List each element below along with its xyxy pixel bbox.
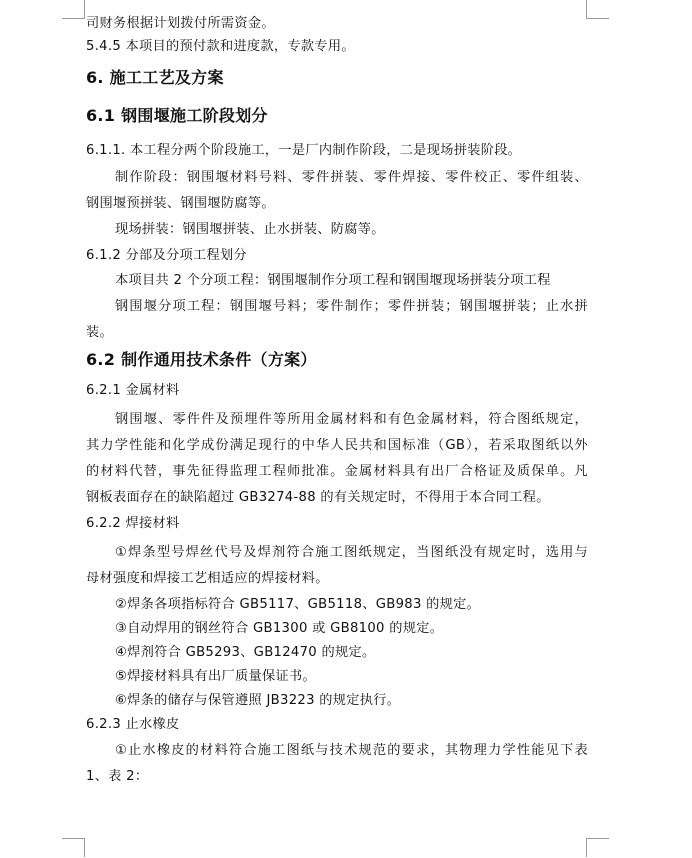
paragraph-line: 司财务根据计划拨付所需资金。 [86,16,275,31]
list-item: ⑥焊条的储存与保管遵照 JB3223 的规定执行。 [115,693,401,708]
paragraph-line: 钢板表面存在的缺陷超过 GB3274-88 的有关规定时，不得用于本合同工程。 [86,490,550,505]
crop-mark-bottom-left [62,838,85,857]
clause-heading: 6.2.2 焊接材料 [86,516,180,531]
paragraph-line: 钢围堰预拼装、钢围堰防腐等。 [86,196,275,211]
paragraph-line: ①焊条型号焊丝代号及焊剂符合施工图纸规定，当图纸没有规定时，选用与 [115,545,588,560]
crop-mark-bottom-right [586,838,609,857]
crop-mark-top-left [62,0,85,19]
paragraph-line: 钢围堰分项工程：钢围堰号料；零件制作；零件拼装；钢围堰拼装；止水拼 [115,299,588,314]
paragraph-line: 的材料代替，事先征得监理工程师批准。金属材料具有出厂合格证及质保单。凡 [86,464,588,479]
clause-heading: 6.1.2 分部及分项工程划分 [86,248,247,263]
paragraph-line: 6.1.1. 本工程分两个阶段施工，一是厂内制作阶段，二是现场拼装阶段。 [86,143,522,158]
paragraph-line: 现场拼装：钢围堰拼装、止水拼装、防腐等。 [115,222,385,237]
paragraph-line: 5.4.5 本项目的预付款和进度款，专款专用。 [86,39,355,54]
paragraph-line: 钢围堰、零件件及预埋件等所用金属材料和有色金属材料，符合图纸规定， [115,412,588,427]
list-item: ④焊剂符合 GB5293、GB12470 的规定。 [115,645,376,660]
document-body [86,14,588,787]
paragraph-line: ①止水橡皮的材料符合施工图纸与技术规范的要求，其物理力学性能见下表 [115,743,588,758]
crop-mark-top-right [586,0,609,19]
list-item: ⑤焊接材料具有出厂质量保证书。 [115,669,316,684]
list-item: ③自动焊用的钢丝符合 GB1300 或 GB8100 的规定。 [115,621,444,636]
subsection-heading: 6.1 钢围堰施工阶段划分 [86,106,268,125]
paragraph-line: 1、表 2： [86,769,149,784]
paragraph-line: 制作阶段：钢围堰材料号料、零件拼装、零件焊接、零件校正、零件组装、 [115,170,588,185]
subsection-heading: 6.2 制作通用技术条件（方案） [86,350,317,369]
paragraph-line: 母材强度和焊接工艺相适应的焊接材料。 [86,571,329,586]
paragraph-line: 本项目共 2 个分项工程：钢围堰制作分项工程和钢围堰现场拼装分项工程 [115,273,551,288]
section-heading: 6. 施工工艺及方案 [86,68,224,87]
list-item: ②焊条各项指标符合 GB5117、GB5118、GB983 的规定。 [115,597,481,612]
clause-heading: 6.2.3 止水橡皮 [86,717,180,732]
clause-heading: 6.2.1 金属材料 [86,383,180,398]
paragraph-line: 其力学性能和化学成份满足现行的中华人民共和国标准（GB），若采取图纸以外 [86,438,588,453]
paragraph-line: 装。 [86,325,113,340]
